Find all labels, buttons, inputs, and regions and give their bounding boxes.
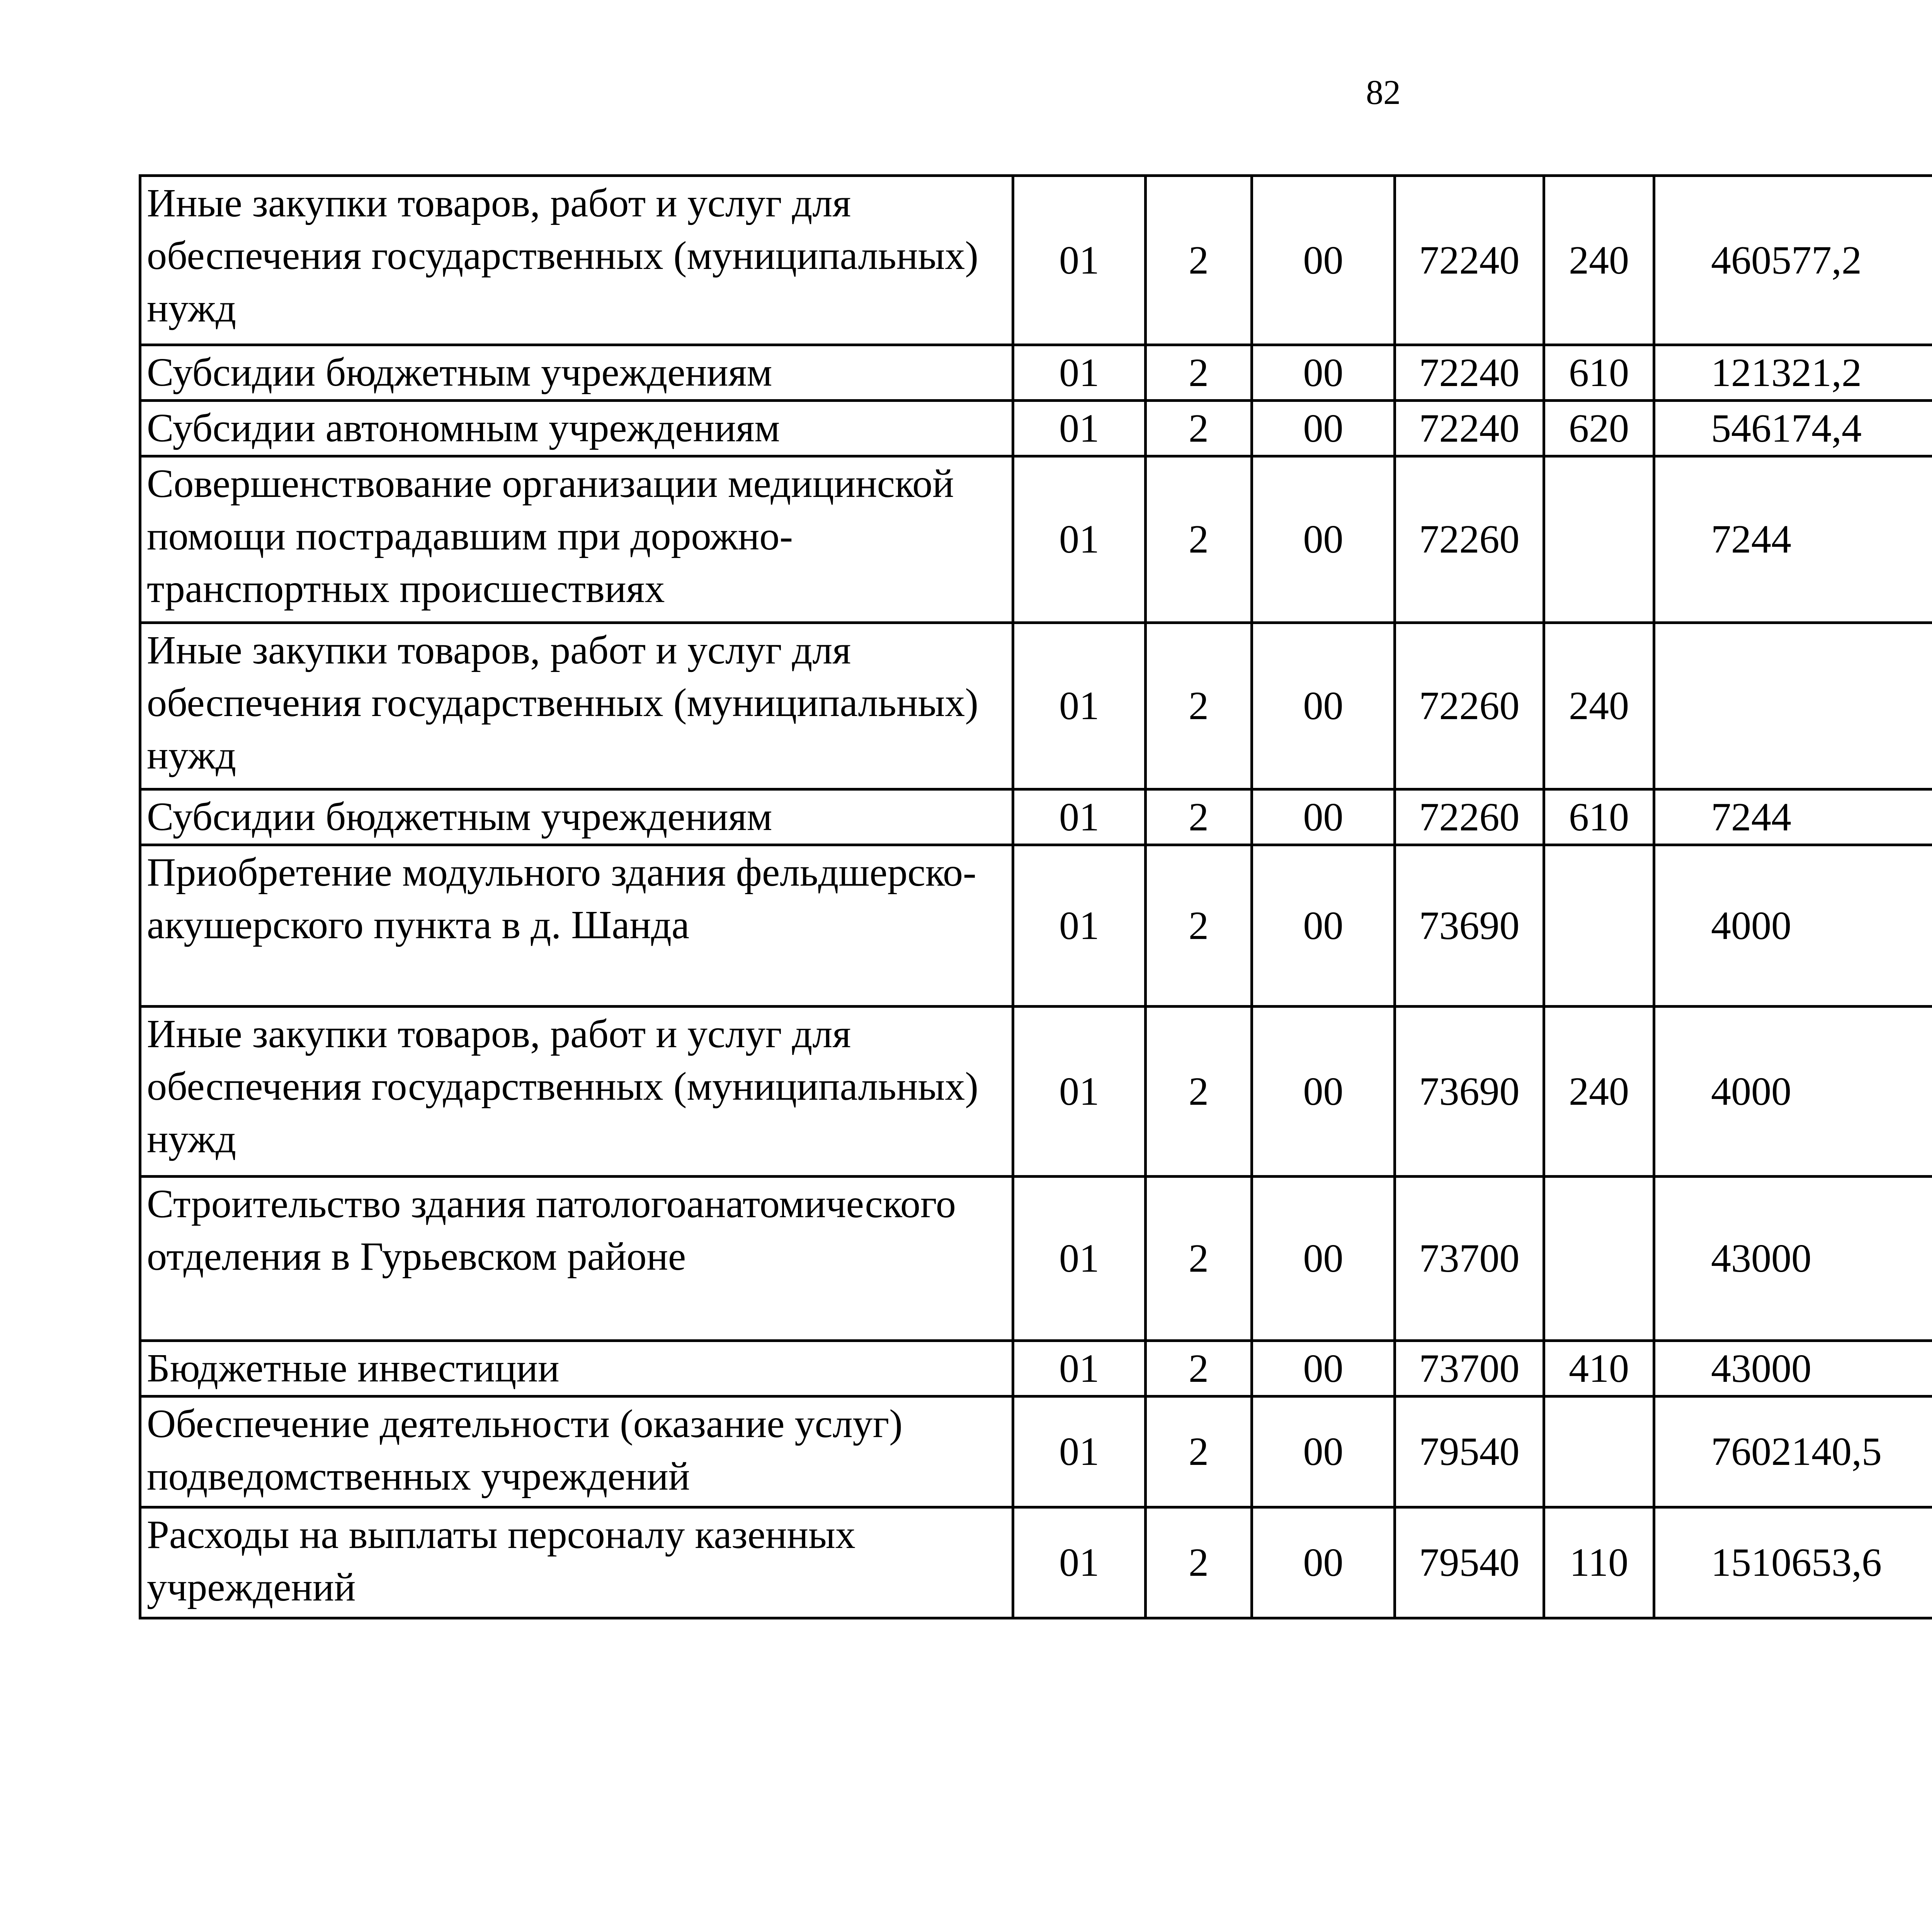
table-row xyxy=(140,401,1932,456)
target-article-cell: 73700 xyxy=(1395,1177,1544,1341)
target-article-cell: 72260 xyxy=(1395,789,1544,845)
section-code-cell: 01 xyxy=(1013,1007,1146,1177)
program-code-cell: 2 xyxy=(1146,1397,1252,1507)
row-name-cell: Субсидии бюджетным учреждениям xyxy=(140,345,1013,401)
expense-type-cell xyxy=(1544,456,1654,623)
table-row xyxy=(140,345,1932,401)
amount-cell-1: 43000 xyxy=(1654,1341,1932,1397)
subprogram-code-cell: 00 xyxy=(1252,845,1395,1007)
amount-cell-1: 43000 xyxy=(1654,1177,1932,1341)
program-code-cell: 2 xyxy=(1146,845,1252,1007)
table-row xyxy=(140,1177,1932,1341)
budget-table xyxy=(139,174,1932,1619)
section-code-cell: 01 xyxy=(1013,789,1146,845)
expense-type-cell: 240 xyxy=(1544,176,1654,345)
subprogram-code-cell: 00 xyxy=(1252,1507,1395,1618)
target-article-cell: 72260 xyxy=(1395,623,1544,789)
program-code-cell: 2 xyxy=(1146,401,1252,456)
expense-type-cell: 410 xyxy=(1544,1341,1654,1397)
table-row xyxy=(140,1341,1932,1397)
section-code-cell: 01 xyxy=(1013,1341,1146,1397)
target-article-cell: 79540 xyxy=(1395,1397,1544,1507)
amount-cell-1: 7244 xyxy=(1654,456,1932,623)
amount-cell-1: 546174,4 xyxy=(1654,401,1932,456)
program-code-cell: 2 xyxy=(1146,345,1252,401)
expense-type-cell: 620 xyxy=(1544,401,1654,456)
program-code-cell: 2 xyxy=(1146,1507,1252,1618)
section-code-cell: 01 xyxy=(1013,845,1146,1007)
row-name-cell: Совершенствование организации медицинской помощи пострадавшим при дорожно-транспортных происшествиях xyxy=(140,456,1013,623)
target-article-cell: 72240 xyxy=(1395,345,1544,401)
row-name-cell: Приобретение модульного здания фельдшерско-акушерского пункта в д. Шанда xyxy=(140,845,1013,1007)
subprogram-code-cell: 00 xyxy=(1252,789,1395,845)
table-row xyxy=(140,845,1932,1007)
table-row xyxy=(140,789,1932,845)
target-article-cell: 72240 xyxy=(1395,176,1544,345)
target-article-cell: 73690 xyxy=(1395,1007,1544,1177)
expense-type-cell xyxy=(1544,1177,1654,1341)
amount-cell-1: 4000 xyxy=(1654,845,1932,1007)
program-code-cell: 2 xyxy=(1146,1177,1252,1341)
row-name-cell: Расходы на выплаты персоналу казенных учреждений xyxy=(140,1507,1013,1618)
expense-type-cell xyxy=(1544,845,1654,1007)
row-name-cell: Иные закупки товаров, работ и услуг для обеспечения государственных (муниципальных) нужд xyxy=(140,1007,1013,1177)
amount-cell-1: 7244 xyxy=(1654,789,1932,845)
subprogram-code-cell: 00 xyxy=(1252,176,1395,345)
program-code-cell: 2 xyxy=(1146,623,1252,789)
amount-cell-1: 4000 xyxy=(1654,1007,1932,1177)
section-code-cell: 01 xyxy=(1013,345,1146,401)
program-code-cell: 2 xyxy=(1146,1007,1252,1177)
section-code-cell: 01 xyxy=(1013,1507,1146,1618)
subprogram-code-cell: 00 xyxy=(1252,623,1395,789)
program-code-cell: 2 xyxy=(1146,176,1252,345)
expense-type-cell: 240 xyxy=(1544,623,1654,789)
expense-type-cell: 610 xyxy=(1544,789,1654,845)
table-row xyxy=(140,1397,1932,1507)
expense-type-cell: 110 xyxy=(1544,1507,1654,1618)
program-code-cell: 2 xyxy=(1146,1341,1252,1397)
target-article-cell: 72260 xyxy=(1395,456,1544,623)
row-name-cell: Иные закупки товаров, работ и услуг для обеспечения государственных (муниципальных) нужд xyxy=(140,623,1013,789)
table-row xyxy=(140,176,1932,345)
row-name-cell: Строительство здания патологоанатомического отделения в Гурьевском районе xyxy=(140,1177,1013,1341)
section-code-cell: 01 xyxy=(1013,456,1146,623)
expense-type-cell: 610 xyxy=(1544,345,1654,401)
section-code-cell: 01 xyxy=(1013,1397,1146,1507)
amount-cell-1: 1510653,6 xyxy=(1654,1507,1932,1618)
section-code-cell: 01 xyxy=(1013,623,1146,789)
subprogram-code-cell: 00 xyxy=(1252,401,1395,456)
table-row xyxy=(140,623,1932,789)
section-code-cell: 01 xyxy=(1013,1177,1146,1341)
table-row xyxy=(140,456,1932,623)
target-article-cell: 73700 xyxy=(1395,1341,1544,1397)
amount-cell-1: 121321,2 xyxy=(1654,345,1932,401)
section-code-cell: 01 xyxy=(1013,401,1146,456)
program-code-cell: 2 xyxy=(1146,789,1252,845)
expense-type-cell: 240 xyxy=(1544,1007,1654,1177)
row-name-cell: Бюджетные инвестиции xyxy=(140,1341,1013,1397)
target-article-cell: 73690 xyxy=(1395,845,1544,1007)
page-number: 82 xyxy=(1366,73,1401,112)
amount-cell-1: 460577,2 xyxy=(1654,176,1932,345)
row-name-cell: Иные закупки товаров, работ и услуг для обеспечения государственных (муниципальных) нужд xyxy=(140,176,1013,345)
subprogram-code-cell: 00 xyxy=(1252,1007,1395,1177)
row-name-cell: Субсидии автономным учреждениям xyxy=(140,401,1013,456)
row-name-cell: Субсидии бюджетным учреждениям xyxy=(140,789,1013,845)
table-row xyxy=(140,1007,1932,1177)
amount-cell-1 xyxy=(1654,623,1932,789)
subprogram-code-cell: 00 xyxy=(1252,456,1395,623)
subprogram-code-cell: 00 xyxy=(1252,345,1395,401)
row-name-cell: Обеспечение деятельности (оказание услуг) подведомственных учреждений xyxy=(140,1397,1013,1507)
table-row xyxy=(140,1507,1932,1618)
subprogram-code-cell: 00 xyxy=(1252,1397,1395,1507)
subprogram-code-cell: 00 xyxy=(1252,1341,1395,1397)
table-body xyxy=(140,176,1932,1618)
target-article-cell: 72240 xyxy=(1395,401,1544,456)
expense-type-cell xyxy=(1544,1397,1654,1507)
section-code-cell: 01 xyxy=(1013,176,1146,345)
target-article-cell: 79540 xyxy=(1395,1507,1544,1618)
subprogram-code-cell: 00 xyxy=(1252,1177,1395,1341)
program-code-cell: 2 xyxy=(1146,456,1252,623)
amount-cell-1: 7602140,5 xyxy=(1654,1397,1932,1507)
